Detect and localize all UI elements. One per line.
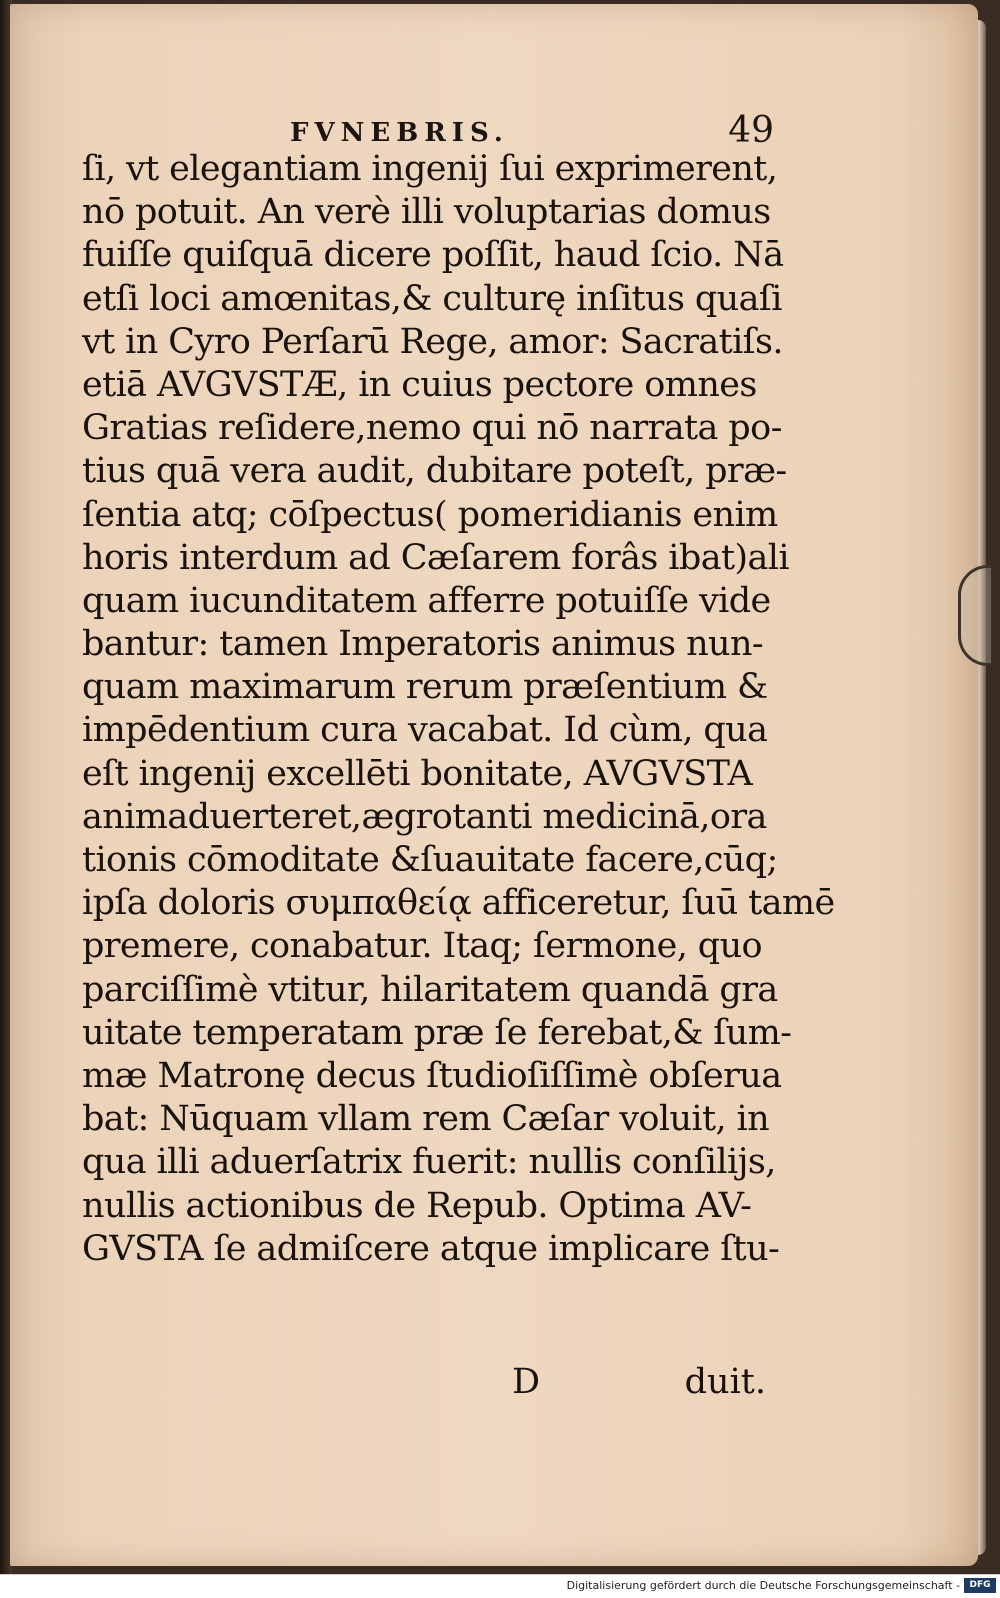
page-number: 49 (728, 110, 774, 151)
text-line: nullis actionibus de Repub. Optima AV- (82, 1185, 752, 1226)
text-line: parciſſimè vtitur, hilaritatem quandā gra (82, 969, 778, 1010)
body-text (82, 148, 835, 1271)
text-line: mæ Matronę decus ſtudioſiſſimè obſerua (82, 1055, 782, 1096)
text-line: horis interdum ad Cæſarem forâs ibat)ali (82, 537, 789, 578)
text-line: nō potuit. An verè illi voluptarias domus (82, 192, 771, 233)
text-line: ſi, vt elegantiam ingenij ſui exprimerent, (82, 149, 778, 189)
page-clip (958, 565, 991, 666)
catchword: duit. (684, 1362, 766, 1402)
digitization-footer (0, 1574, 1000, 1598)
page-header (90, 110, 780, 150)
text-line: qua illi aduerſatrix fuerit: nullis conſilijs, (82, 1142, 776, 1183)
text-line: bantur: tamen Imperatoris animus nun- (82, 624, 764, 665)
catchline (82, 1362, 772, 1406)
text-line: quam maximarum rerum præſentium & (82, 667, 768, 708)
text-line: Gratias reſidere,nemo qui nō narrata po- (82, 408, 782, 449)
text-line: vt in Cyro Perſarū Rege, amor: Sacratiſs. (82, 321, 783, 362)
text-line: etſi loci amœnitas,& culturę inſitus quaſi (82, 278, 782, 319)
text-line: premere, conabatur. Itaq; ſermone, quo (82, 926, 763, 967)
text-line: etiā AVGVSTÆ, in cuius pectore omnes (82, 364, 757, 405)
text-line: fuiſſe quiſquā dicere poſſit, haud ſcio. Nā (82, 235, 784, 276)
text-line: bat: Nūquam vllam rem Cæſar voluit, in (82, 1099, 770, 1140)
text-line: ſentia atq; cōſpectus( pomeridianis enim (82, 494, 778, 535)
text-line: uitate temperatam præ ſe ferebat,& ſum- (82, 1012, 792, 1053)
text-line: quam iucunditatem afferre potuiſſe vide (82, 580, 771, 621)
text-line: eſt ingenij excellēti bonitate, AVGVSTA (82, 753, 753, 794)
signature-mark: D (512, 1362, 541, 1402)
text-line: tius quā vera audit, dubitare poteſt, præ- (82, 451, 787, 492)
text-line: ipſa doloris συμπαθείᾳ afficeretur, ſuū tamē (82, 883, 835, 924)
dfg-logo: DFG (964, 1578, 996, 1593)
text-line: GVSTA ſe admiſcere atque implicare ſtu- (82, 1228, 780, 1269)
text-line: animaduerteret,ægrotanti medicinā,ora (82, 796, 767, 837)
text-line: impēdentium cura vacabat. Id cùm, qua (82, 710, 768, 751)
running-head: FVNEBRIS. (290, 118, 509, 148)
text-line: tionis cōmoditate &ſuauitate facere,cūq; (82, 840, 778, 880)
funding-credit: Digitalisierung gefördert durch die Deutsche Forschungsgemeinschaft - (566, 1579, 960, 1592)
